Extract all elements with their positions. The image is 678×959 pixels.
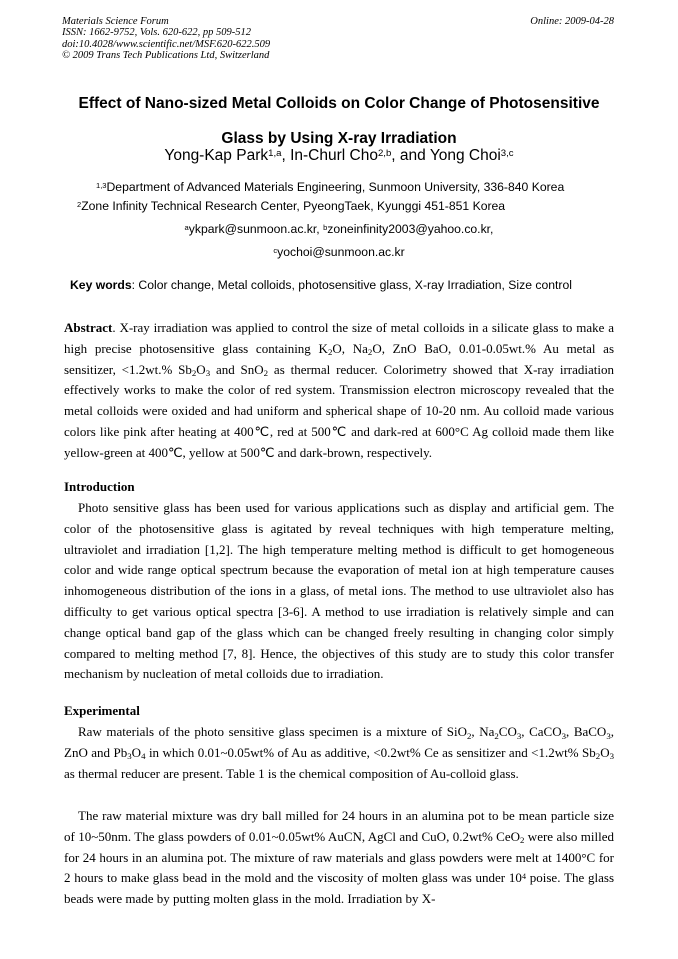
journal-issn: ISSN: 1662-9752, Vols. 620-622, pp 509-512 xyxy=(62,27,251,39)
keywords xyxy=(70,278,630,292)
author-2-sup: 2,b xyxy=(377,147,392,159)
experimental-heading: Experimental xyxy=(64,703,140,718)
journal-header xyxy=(62,16,392,61)
author-list: Yong-Kap Park$^{1,a}$, In-Churl Cho$^{2,b}$, and Yong Choi$^{3,c}$ xyxy=(164,147,514,164)
author-3-sup: 3,c xyxy=(500,147,514,159)
affiliation-2: $^2$Zone Infinity Technical Research Center, PyeongTaek, Kyunggi 451-851 Korea xyxy=(77,199,506,213)
author-emails-line-1: $^a$ykpark@sunmoon.ac.kr, $^b$zoneinfinity2003@yahoo.co.kr, xyxy=(184,222,494,236)
journal-copyright: © 2009 Trans Tech Publications Ltd, Switzerland xyxy=(62,49,270,61)
author-1-sup: 1,a xyxy=(268,147,282,159)
title-line-2: Glass by Using X-ray Irradiation xyxy=(221,130,457,147)
author-2: In-Churl Cho xyxy=(290,147,378,164)
affiliation-1: $^{1,3}$Department of Advanced Materials Engineering, Sunmoon University, 336-840 Korea xyxy=(96,180,565,194)
email-a[interactable]: ykpark@sunmoon.ac.kr, xyxy=(188,222,324,236)
introduction-heading: Introduction xyxy=(64,479,135,494)
author-emails-line-2: $^c$yochoi@sunmoon.ac.kr xyxy=(273,245,405,259)
experimental-paragraph-1: Raw materials of the photo sensitive glass specimen is a mixture of SiO$_2$, $Na_2CO_3$, CaCO$_3$, BaCO$_3$, ZnO and $Pb_3O_4$ in which 0.01~0.05wt% of Au as additive, <0.2wt% Ce as sensitizer and <1.2wt% $Sb_2O_3$ as thermal reducer are present. Table 1 is the chemical composition of Au-colloid glass. xyxy=(64,724,614,781)
online-date: Online: 2009-04-28 xyxy=(530,16,614,27)
keywords-label: Key words xyxy=(70,278,132,292)
email-c[interactable]: yochoi@sunmoon.ac.kr xyxy=(277,245,405,259)
journal-doi: doi:10.4028/www.scientific.net/MSF.620-622.509 xyxy=(62,38,271,50)
keywords-text: : Color change, Metal colloids, photosensitive glass, X-ray Irradiation, Size control xyxy=(131,278,572,292)
author-3: Yong Choi xyxy=(429,147,501,164)
journal-name: Materials Science Forum xyxy=(62,16,169,27)
title-line-1: Effect of Nano-sized Metal Colloids on Color Change of Photosensitive xyxy=(78,95,600,112)
abstract-label: Abstract xyxy=(64,320,113,335)
experimental-paragraph-2: The raw material mixture was dry ball milled for 24 hours in an alumina pot to be mean particle size of 10~50nm. The glass powders of 0.01~0.05wt% AuCN, AgCl and CuO, 0.2wt% CeO$_2$ were also milled for 24 hours in an alumina pot. The mixture of raw materials and glass powders were melt at 1400°C for 2 hours to make glass bead in the mold and the viscosity of molten glass was under $10^4$ poise. The glass beads were made by putting molten glass in the mold. Irradiation by X- xyxy=(64,808,614,907)
author-1: Yong-Kap Park xyxy=(164,147,269,164)
email-b[interactable]: zoneinfinity2003@yahoo.co.kr, xyxy=(327,222,494,236)
abstract: Abstract. X-ray irradiation was applied to control the size of metal colloids in a silicate glass to make a high precise photosensitive glass containing $K_2O$, $Na_2O$, ZnO BaO, 0.01-0.05wt.% Au metal as sensitizer, <1.2wt.% $Sb_2O_3$ and SnO$_2$ as thermal reducer. Colorimetry showed that X-ray irradiation effectively works to make the color of red system. Transmission electron microscopy revealed that the metal colloids were oxided and had uniform and spherical shape of 10-20 nm. Au colloid made various colors like pink after heating at 400℃, red at 500℃ and dark-red at 600°C Ag colloid made them like yellow-green at 400℃, yellow at 500℃ and dark-brown, respectively. xyxy=(64,320,615,460)
introduction-paragraph: Photo sensitive glass has been used for various applications such as display and artificial gem. The color of the photosensitive glass is agitated by reveal techniques with high temperature melting, ultraviolet and irradiation [1,2]. The high temperature melting method is difficult to get homogeneous color and wide range optical spectrum because the evaporation of metal ion at high temperature causes inhomogeneous distribution of the ions in a glass, of metal ions. The method to use ultraviolet also has difficulty to get various optical spectra [3-6]. A method to use irradiation is relatively simple and can change optical band gap of the glass which can be changed freely resulting in changing color simply compared to melting method [7, 8]. Hence, the objectives of this study are to study this color transfer mechanism by nucleation of metal colloids due to irradiation. xyxy=(64,500,614,682)
